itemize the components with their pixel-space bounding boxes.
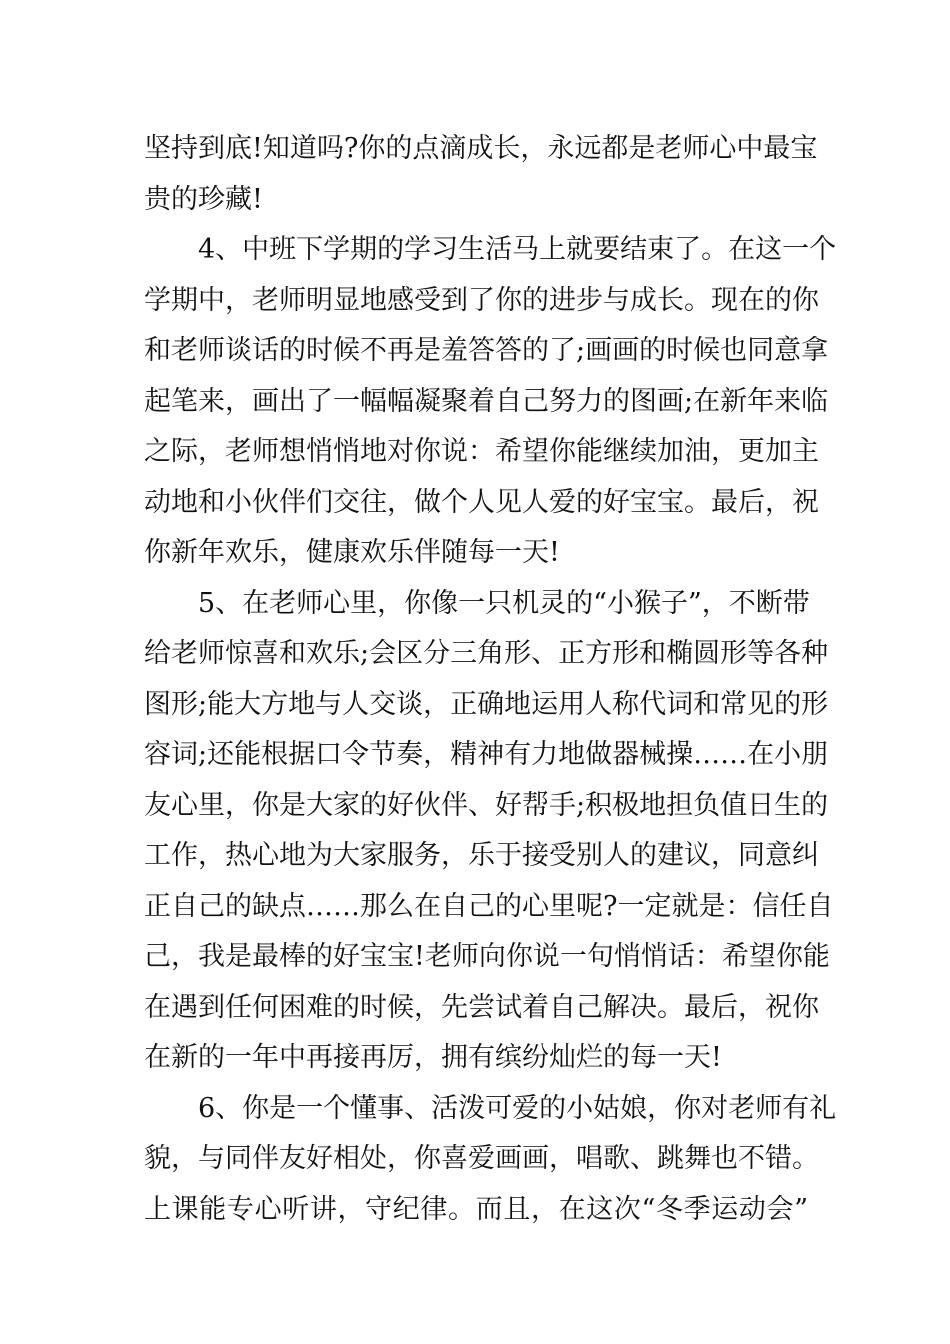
text-line: 给老师惊喜和欢乐;会区分三角形、正方形和椭圆形等各种: [144, 638, 829, 669]
text-line: 图形;能大方地与人交谈，正确地运用人称代词和常见的形: [144, 688, 829, 720]
text-line: 贵的珍藏!: [144, 183, 263, 215]
text-line: 在遇到任何困难的时候，先尝试着自己解决。最后，祝你: [144, 991, 819, 1023]
text-line: 学期中，老师明显地感受到了你的进步与成长。现在的你: [144, 284, 819, 316]
text-line: 5、在老师心里，你像一只机灵的“小猴子”，不断带: [198, 587, 810, 619]
text-line: 起笔来，画出了一幅幅凝聚着自己努力的图画;在新年来临: [144, 385, 829, 417]
text-line: 坚持到底!知道吗?你的点滴成长，永远都是老师心中最宝: [144, 133, 818, 164]
text-line: 之际，老师想悄悄地对你说：希望你能继续加油，更加主: [144, 436, 819, 467]
text-line: 容词;还能根据口令节奏，精神有力地做器械操……在小朋: [144, 739, 829, 770]
text-line: 你新年欢乐，健康欢乐伴随每一天!: [144, 537, 560, 568]
text-line: 动地和小伙伴们交往，做个人见人爱的好宝宝。最后，祝: [144, 486, 819, 518]
text-line: 友心里，你是大家的好伙伴、好帮手;积极地担负值日生的: [144, 789, 829, 821]
text-line: 上课能专心听讲，守纪律。而且，在这次“冬季运动会”: [144, 1193, 808, 1225]
text-line: 在新的一年中再接再厉，拥有缤纷灿烂的每一天!: [144, 1042, 722, 1073]
text-line: 貌，与同伴友好相处，你喜爱画画，唱歌、跳舞也不错。: [144, 1143, 819, 1174]
body-text: [144, 124, 837, 1235]
text-line: 工作，热心地为大家服务，乐于接受别人的建议，同意纠: [144, 840, 819, 871]
text-line: 正自己的缺点……那么在自己的心里呢?一定就是：信任自: [144, 890, 834, 922]
text-line: 和老师谈话的时候不再是羞答答的了;画画的时候也同意拿: [144, 335, 829, 366]
text-line: 己，我是最棒的好宝宝!老师向你说一句悄悄话：希望你能: [144, 941, 830, 972]
text-line: 4、中班下学期的学习生活马上就要结束了。在这一个: [198, 234, 837, 265]
text-line: 6、你是一个懂事、活泼可爱的小姑娘，你对老师有礼: [198, 1092, 837, 1124]
